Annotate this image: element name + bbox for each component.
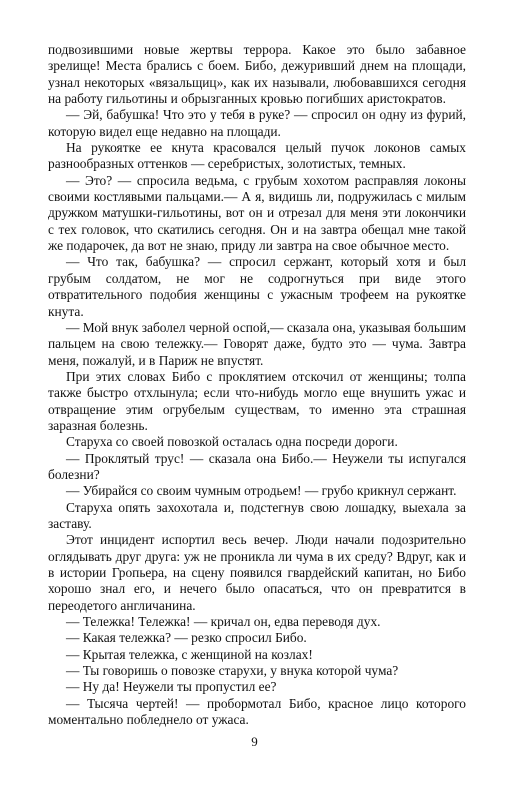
paragraph: Старуха со своей повозкой осталась одна посреди дороги. <box>66 434 398 450</box>
paragraph: — Что так, бабушка? — спросил сержант, который хотя и был грубым солдатом, не мог не содрогнуться при виде этого отвратительного подобия женщины с ужасным трофеем на рукоятке кнута. <box>48 254 466 319</box>
paragraph: — Крытая тележка, с женщиной на козлах! <box>66 646 313 662</box>
paragraph: Старуха опять захохотала и, подстегнув свою лошадку, выехала за заставу. <box>48 499 466 531</box>
paragraph: — Ты говоришь о повозке старухи, у внука которой чума? <box>66 663 399 679</box>
paragraph: — Это? — спросила ведьма, с грубым хохотом расправляя локоны своими костлявыми пальцами.— А я, видишь ли, подружилась с милым дружком матушки-гильотины, вот он и отрезал для меня эти локончики с тех головок, что скатились сегодня. Он и на завтра обещал мне такой же подарочек, да вот не знаю, приду ли завтра на свое обычное место. <box>48 172 466 254</box>
paragraph: При этих словах Бибо с проклятием отскочил от женщины; толпа также быстро отхлынула; если что-нибудь могло еще внушить ужас и отвращение этим огрубелым существам, то именно эта страшная заразная болезнь. <box>48 368 466 433</box>
paragraph: — Какая тележка? — резко спросил Бибо. <box>66 630 307 646</box>
paragraph: подвозившими новые жертвы террора. Какое это было забавное зрелище! Места брались с боем. Бибо, дежуривший днем на площади, узнал некоторых «вязальщиц», как их называли, любовавшихся сегодня на работу гильотины и обрызганных кровью погибших аристократов. <box>48 42 466 107</box>
page-number: 9 <box>251 734 258 749</box>
paragraph: — Убирайся со своим чумным отродьем! — грубо крикнул сержант. <box>66 483 457 499</box>
paragraph: — Эй, бабушка! Что это у тебя в руке? — спросил он одну из фурий, которую видел еще недавно на площади. <box>48 107 466 139</box>
paragraph: — Тысяча чертей! — пробормотал Бибо, красное лицо которого моментально побледнело от ужаса. <box>48 695 466 728</box>
paragraph: Этот инцидент испортил весь вечер. Люди начали подозрительно оглядывать друг друга: уж не проникла ли чума в их среду? Вдруг, как и в истории Гропьера, на сцену появился гвардейский капитан, но Бибо хорошо знал его, и нечего было опасаться, что он превратится в переодетого англичанина. <box>48 532 466 613</box>
page-text <box>48 42 466 728</box>
paragraph: — Проклятый трус! — сказала она Бибо.— Неужели ты испугался болезни? <box>48 450 466 482</box>
paragraph: На рукоятке ее кнута красовался целый пучок локонов самых разнообразных оттенков — серебристых, золотистых, темных. <box>48 140 466 172</box>
paragraph: — Ну да! Неужели ты пропустил ее? <box>66 679 277 695</box>
paragraph: — Тележка! Тележка! — кричал он, едва переводя дух. <box>66 614 381 630</box>
paragraph: — Мой внук заболел черной оспой,— сказала она, указывая большим пальцем на свою тележку.— Говорят даже, будто это — чума. Завтра меня, пожалуй, и в Париж не впустят. <box>48 319 466 368</box>
